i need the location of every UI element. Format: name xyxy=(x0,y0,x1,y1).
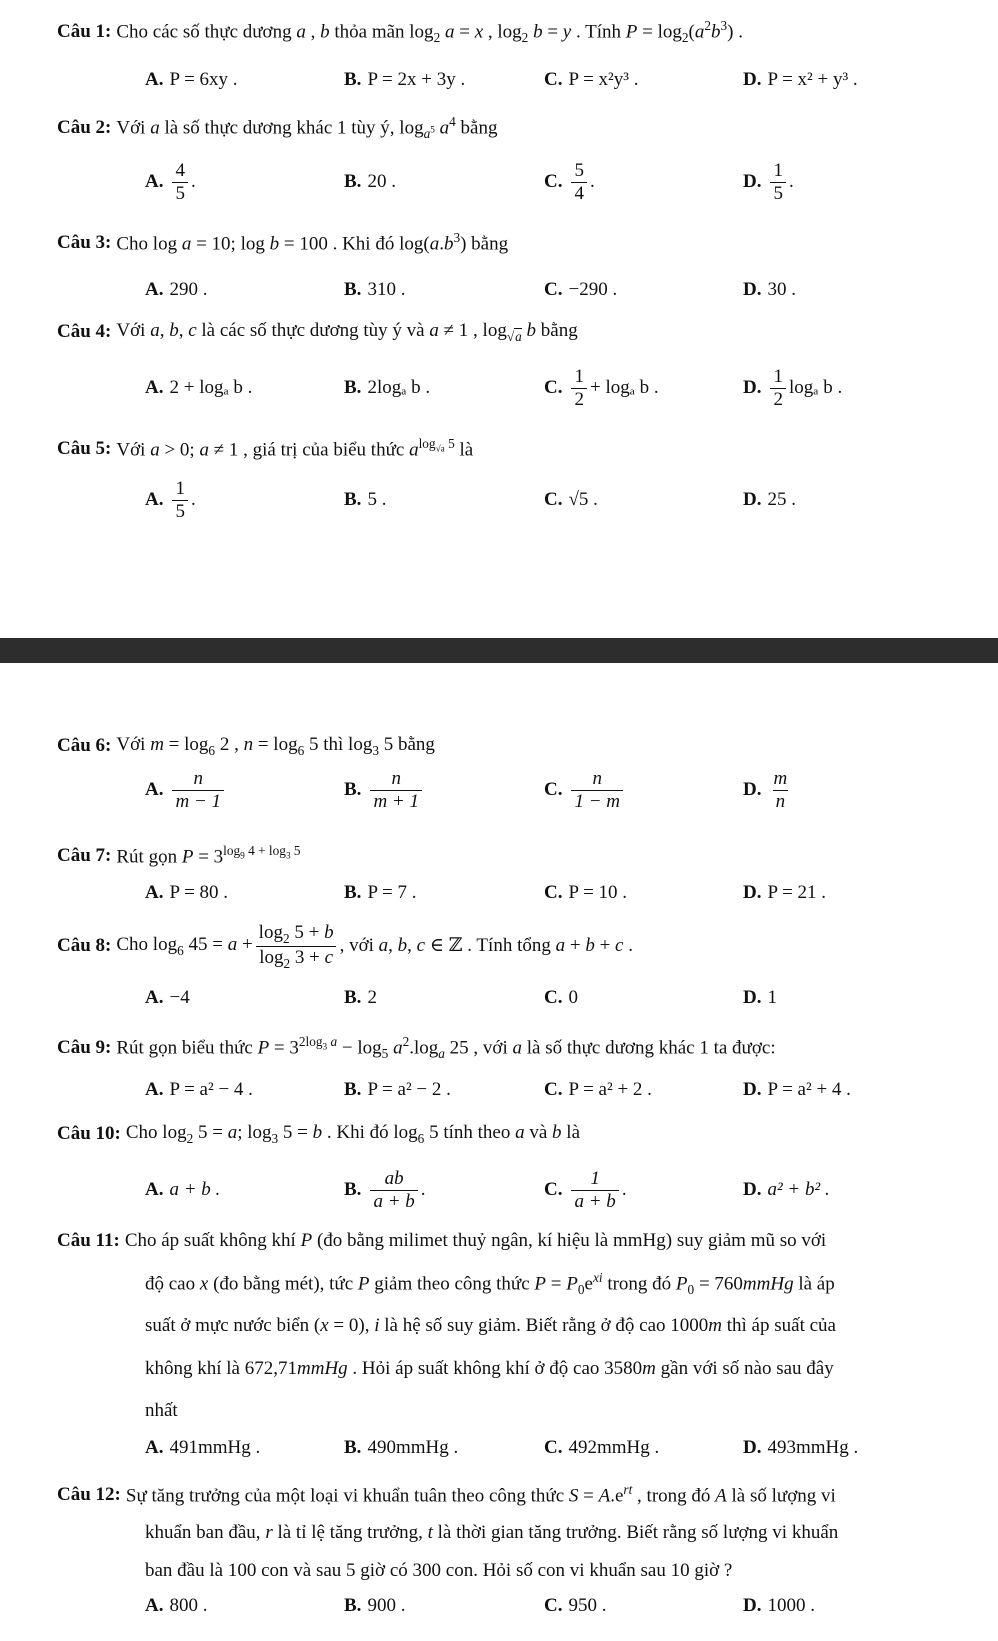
option-d[interactable]: D. P = x² + y³ . xyxy=(743,69,858,90)
question-label: Câu 12: xyxy=(57,1483,121,1505)
option-b[interactable]: B. $\frac{n}{m + 1}$ xyxy=(344,760,425,820)
option-a[interactable]: A. $\frac{1}{5}$ . xyxy=(145,477,196,522)
option-c[interactable]: C. $\frac{1}{2}$ + logₐ b . xyxy=(544,365,659,410)
question-7 xyxy=(57,843,958,903)
option-b[interactable]: B. 2logₐ b . xyxy=(344,377,431,398)
option-b[interactable]: B. $\frac{ab}{a + b}$ . xyxy=(344,1167,426,1212)
option-c[interactable]: C. 0 xyxy=(544,987,578,1008)
question-text: Câu 6: Với $m = \log_6 2$ , $n = \log_6 5$ thì $\log_3 5$ bằng xyxy=(57,734,435,758)
option-d[interactable]: D. 1000 . xyxy=(743,1595,815,1616)
option-c[interactable]: C. 950 . xyxy=(544,1595,607,1616)
question-4 xyxy=(57,320,958,410)
question-9 xyxy=(57,1034,958,1100)
question-text: Câu 8: Cho $\log_6 45 = a$ + $\frac{\log_2 5 + b}{\log_2 3 + c}$ , với a, b, c ∈ ℤ . Tính tổng a + b + c . xyxy=(57,922,633,971)
option-b[interactable]: B. P = a² − 2 . xyxy=(344,1079,451,1100)
option-d[interactable]: D. $\frac{1}{2}$ logₐ b . xyxy=(743,365,843,410)
option-a[interactable]: A. 491mmHg . xyxy=(145,1437,261,1458)
option-c[interactable]: C. P = a² + 2 . xyxy=(544,1079,652,1100)
question-11-line-2: độ cao x (đo bằng mét), tức P giảm theo công thức $P = P_0e^{xi}$ trong đó $P_0$ = 760mmHg là áp xyxy=(145,1270,835,1298)
option-b[interactable]: B. P = 2x + 3y . xyxy=(344,69,466,90)
option-d[interactable]: D. a² + b² . xyxy=(743,1179,830,1200)
question-11-line-4: không khí là 672,71mmHg . Hỏi áp suất không khí ở độ cao 3580m gần với số nào sau đây xyxy=(145,1358,834,1379)
question-label: Câu 2: xyxy=(57,116,112,138)
option-d[interactable]: D. P = a² + 4 . xyxy=(743,1079,851,1100)
question-label: Câu 6: xyxy=(57,734,112,756)
question-8 xyxy=(57,922,958,1008)
question-label: Câu 5: xyxy=(57,437,112,459)
option-a[interactable]: A. P = 80 . xyxy=(145,882,229,903)
question-label: Câu 4: xyxy=(57,320,112,342)
question-text: Câu 2: Với a là số thực dương khác 1 tùy ý, $\log_{a^5} a^4$ bằng xyxy=(57,114,498,142)
question-text: Câu 1: Cho các số thực dương a , b thỏa mãn $\log_2 a = x$ , $\log_2 b = y$ . Tính $P = \log_2(a^2b^3)$ . xyxy=(57,18,743,46)
question-text: Câu 4: Với a, b, c là các số thực dương tùy ý và a ≠ 1 , $\log_{√a} b$ bằng xyxy=(57,320,578,344)
option-c[interactable]: C. P = x²y³ . xyxy=(544,69,639,90)
question-2 xyxy=(57,114,958,204)
option-a[interactable]: A. $\frac{4}{5}$ . xyxy=(145,159,196,204)
option-a[interactable]: A. 2 + logₐ b . xyxy=(145,377,253,398)
question-11-line-5: nhất xyxy=(145,1400,178,1421)
option-d[interactable]: D. P = 21 . xyxy=(743,882,827,903)
option-a[interactable]: A. P = 6xy . xyxy=(145,69,238,90)
question-1 xyxy=(57,18,958,90)
option-d[interactable]: D. 30 . xyxy=(743,279,796,300)
question-label: Câu 9: xyxy=(57,1036,112,1058)
option-d[interactable]: D. $\frac{m}{n}$ xyxy=(743,767,788,812)
option-c[interactable]: C. −290 . xyxy=(544,279,618,300)
question-label: Câu 11: xyxy=(57,1230,120,1251)
question-text: Câu 7: Rút gọn $P = 3^{log_9 4 + log_3 5}$ xyxy=(57,843,301,868)
option-b[interactable]: B. 5 . xyxy=(344,489,387,510)
option-b[interactable]: B. 490mmHg . xyxy=(344,1437,459,1458)
option-c[interactable]: C. $\frac{n}{1 - m}$ xyxy=(544,760,626,820)
option-d[interactable]: D. 493mmHg . xyxy=(743,1437,859,1458)
question-text: Câu 9: Rút gọn biểu thức $P = 3^{2log_3 a} - \log_5 a^2.\log_a$ 25 , với a là số thực dương khác 1 ta được: xyxy=(57,1034,776,1062)
option-b[interactable]: B. 20 . xyxy=(344,171,396,192)
question-11 xyxy=(57,1230,958,1253)
option-c[interactable]: C. P = 10 . xyxy=(544,882,628,903)
option-c[interactable]: C. $\frac{5}{4}$ . xyxy=(544,159,595,204)
option-c[interactable]: C. $\frac{1}{a + b}$ . xyxy=(544,1167,627,1212)
option-a[interactable]: A. $\frac{n}{m - 1}$ xyxy=(145,760,227,820)
option-a[interactable]: A. a + b . xyxy=(145,1179,221,1200)
question-6 xyxy=(57,734,958,812)
question-label: Câu 3: xyxy=(57,231,112,253)
question-label: Câu 8: xyxy=(57,935,112,957)
option-a[interactable]: A. 290 . xyxy=(145,279,208,300)
option-d[interactable]: D. $\frac{1}{5}$ . xyxy=(743,159,794,204)
option-a[interactable]: A. 800 . xyxy=(145,1595,208,1616)
option-b[interactable]: B. 2 xyxy=(344,987,377,1008)
question-label: Câu 1: xyxy=(57,20,112,42)
question-label: Câu 7: xyxy=(57,844,112,866)
option-c[interactable]: C. 492mmHg . xyxy=(544,1437,660,1458)
question-11-line-3: suất ở mực nước biển (x = 0), i là hệ số suy giảm. Biết rằng ở độ cao 1000m thì áp suất của xyxy=(145,1315,836,1336)
option-b[interactable]: B. 310 . xyxy=(344,279,406,300)
page-divider xyxy=(0,638,998,663)
question-5 xyxy=(57,436,958,522)
option-a[interactable]: A. P = a² − 4 . xyxy=(145,1079,253,1100)
option-b[interactable]: B. P = 7 . xyxy=(344,882,417,903)
question-text: Câu 3: Cho log a = 10; log b = 100 . Khi đó $\log(a.b^3)$ bằng xyxy=(57,230,509,255)
question-text: Câu 5: Với a > 0; a ≠ 1 , giá trị của biểu thức $a^{log_{√a} 5}$ là xyxy=(57,436,474,461)
question-3 xyxy=(57,230,958,300)
option-c[interactable]: C. √5 . xyxy=(544,489,598,510)
question-label: Câu 10: xyxy=(57,1122,121,1144)
option-d[interactable]: D. 25 . xyxy=(743,489,796,510)
question-10 xyxy=(57,1122,958,1212)
option-a[interactable]: A. −4 xyxy=(145,987,190,1008)
question-text: Câu 10: Cho $\log_2 5 = a$; $\log_3 5 = b$ . Khi đó $\log_6 5$ tính theo a và b là xyxy=(57,1122,581,1146)
question-text: Câu 12: Sự tăng trưởng của một loại vi khuẩn tuân theo công thức $S = A.e^{rt}$ , trong đó A là số lượng vi xyxy=(57,1482,836,1507)
question-12-line-2: khuẩn ban đầu, r là tỉ lệ tăng trưởng, t là thời gian tăng trưởng. Biết rằng số lượng vi khuẩn xyxy=(145,1522,839,1543)
question-12-line-3: ban đầu là 100 con và sau 5 giờ có 300 con. Hỏi số con vi khuẩn sau 10 giờ ? xyxy=(145,1560,733,1581)
option-b[interactable]: B. 900 . xyxy=(344,1595,406,1616)
option-d[interactable]: D. 1 xyxy=(743,987,777,1008)
question-12 xyxy=(57,1482,958,1508)
question-text: Câu 11: Cho áp suất không khí P (đo bằng milimet thuỷ ngân, kí hiệu là mmHg) suy giảm mũ so với xyxy=(57,1230,827,1251)
